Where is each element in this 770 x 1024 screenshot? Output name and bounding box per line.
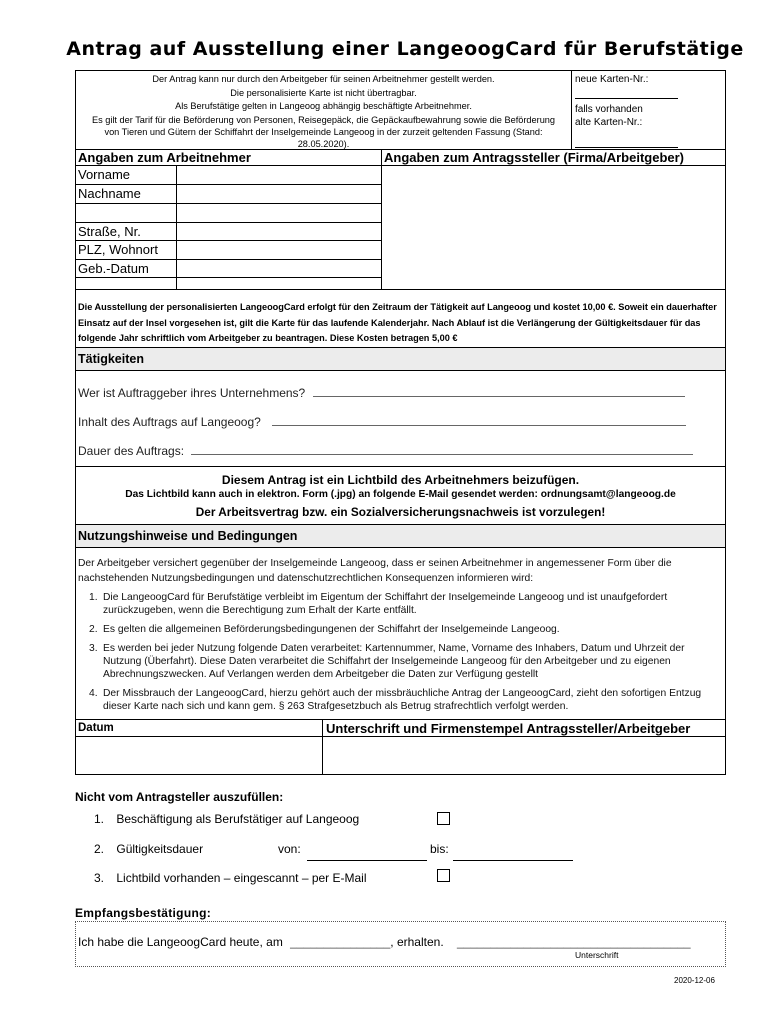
activities-heading: Tätigkeiten [78, 352, 144, 366]
question-duration-label: Dauer des Auftrags: [78, 444, 185, 458]
divider [75, 547, 726, 548]
terms-item-text: Die LangeoogCard für Berufstätige verbleibt im Eigentum der Schiffahrt der Inselgemeinde Langeoog und ist unaufgefordert zurückzugeben, wenn die Berechtigung zum Erhalt der Karte entfällt. [103, 592, 668, 616]
cost-notice: Die Ausstellung der personalisierten LangeoogCard erfolgt für den Zeitraum der Tätigkeit auf Langeoog und kostet 10,00 €. Soweit ein dauerhafter Einsatz auf der Insel vorgesehen ist, gilt die Karte für das laufende Kalenderjahr. Nach Ablauf ist die Verlängerung der Gültigkeitsdauer für das folgende Jahr schriftlich vom Arbeitgeber zu beantragen. Diese Kosten betragen 5,00 € [78, 302, 717, 343]
receipt-heading: Empfangsbestätigung: [75, 906, 212, 920]
intro-line: Es gilt der Tarif für die Beförderung von Personen, Reisegepäck, die Gepäckaufbewahrung sowie die Beförderung von Tieren und Gütern der Schiffahrt der Inselgemeinde Langeoog in der zurzeit geltenden Fassung (Stand: 28.05.2020). [91, 114, 556, 149]
terms-item [89, 624, 723, 637]
strasse-input[interactable] [177, 223, 380, 239]
validity-from-input[interactable] [307, 860, 427, 861]
question-content-label: Inhalt des Auftrags auf Langeoog? [78, 415, 261, 429]
intro-line: Als Berufstätige gelten in Langeoog abhängig beschäftigte Arbeitnehmer. [175, 101, 472, 111]
row-number: 3. [94, 871, 105, 885]
old-card-field[interactable] [575, 135, 678, 148]
divider [75, 466, 726, 467]
signature-input[interactable] [323, 737, 725, 774]
photo-email-notice: Das Lichtbild kann auch in elektron. Form (.jpg) an folgende E-Mail gesendet werden: ordnungsamt@langeoog.de [125, 489, 676, 500]
question-duration [78, 444, 693, 458]
question-content [78, 415, 686, 429]
receipt-signature-label: Unterschrift [575, 950, 619, 960]
receipt-text-after: , erhalten. [390, 935, 444, 949]
terms-item-number: 3. [89, 643, 98, 654]
applicant-input[interactable] [382, 166, 725, 288]
geb-label: Geb.-Datum [78, 261, 149, 276]
terms-heading: Nutzungshinweise und Bedingungen [78, 529, 298, 543]
divider [75, 277, 381, 278]
applicant-heading: Angaben zum Antragssteller (Firma/Arbeitgeber) [384, 150, 685, 165]
terms-item-text: Es werden bei jeder Nutzung folgende Daten verarbeitet: Kartennummer, Name, Vorname des Inhabers, Datum und Uhrzeit der Nutzung (Überfahrt). Diese Daten verarbeitet die Schiffahrt der Inselgemeinde Langeoog für den Arbeitgeber und zu eigenen Abrechnungszwecken. Auf Verlangen werden dem Arbeitgeber die Daten zur Verfügung gestellt [103, 643, 685, 680]
row-number: 1. [94, 812, 105, 826]
divider [571, 70, 572, 149]
validity-from-label: von: [278, 842, 301, 856]
nachname-input[interactable] [177, 185, 380, 202]
row-label: Beschäftigung als Berufstätiger auf Langeoog [116, 812, 360, 826]
geb-input[interactable] [177, 260, 380, 276]
question-duration-input[interactable] [191, 445, 693, 455]
internal-row-3 [94, 871, 367, 885]
divider [75, 370, 726, 371]
receipt-date-input[interactable]: _______________ [290, 935, 391, 949]
terms-item-number: 2. [89, 624, 98, 635]
internal-heading: Nicht vom Antragsteller auszufüllen: [75, 790, 284, 804]
terms-item-number: 1. [89, 592, 98, 603]
terms-item [89, 643, 723, 681]
divider [75, 289, 726, 290]
terms-item [89, 592, 723, 618]
divider [75, 203, 381, 204]
intro-line: Der Antrag kann nur durch den Arbeitgeber für seinen Arbeitnehmer gestellt werden. [152, 74, 495, 84]
divider [75, 719, 726, 720]
footer-date: 2020-12-06 [674, 976, 715, 985]
date-input[interactable] [76, 737, 321, 774]
date-label: Datum [78, 722, 114, 734]
old-card-label-1: falls vorhanden [575, 104, 643, 115]
photo-checkbox[interactable] [437, 869, 450, 882]
employee-heading: Angaben zum Arbeitnehmer [78, 150, 251, 165]
plz-label: PLZ, Wohnort [78, 242, 158, 257]
validity-to-input[interactable] [453, 860, 573, 861]
employment-checkbox[interactable] [437, 812, 450, 825]
new-card-label: neue Karten-Nr.: [575, 74, 649, 85]
intro-line: Die personalisierte Karte ist nicht übertragbar. [230, 87, 417, 98]
terms-item [89, 688, 723, 714]
row-number: 2. [94, 842, 105, 856]
nachname-label: Nachname [78, 186, 141, 201]
terms-intro: Der Arbeitgeber versichert gegenüber der Inselgemeinde Langeoog, dass er seinen Arbeitnehmer in angemessener Form über die nachstehenden Nutzungsbedingungen und datenschutzrechtlichen Konsequenzen informieren wird: [78, 558, 672, 584]
terms-item-text: Der Missbrauch der LangeoogCard, hierzu gehört auch der missbräuchliche Antrag der LangeoogCard, zieht den sofortigen Entzug dieser Karte nach sich und kann gem. § 263 Strafgesetzbuch als Betrug strafrechtlich verfolgt werden. [103, 688, 702, 712]
activities-header-bg [76, 348, 725, 370]
strasse-label: Straße, Nr. [78, 224, 141, 239]
vorname-input[interactable] [177, 166, 380, 183]
question-content-input[interactable] [272, 416, 686, 426]
row-label: Lichtbild vorhanden – eingescannt – per E-Mail [116, 871, 367, 885]
internal-row-1 [94, 812, 359, 826]
contract-notice: Der Arbeitsvertrag bzw. ein Sozialversicherungsnachweis ist vorzulegen! [195, 505, 606, 519]
receipt-text [78, 935, 691, 949]
row-label: Gültigkeitsdauer [116, 842, 204, 856]
photo-notice: Diesem Antrag ist ein Lichtbild des Arbeitnehmers beizufügen. [221, 473, 580, 487]
card-number-box [575, 73, 725, 152]
terms-item-number: 4. [89, 688, 98, 699]
intro-text [76, 73, 571, 150]
terms-item-text: Es gelten die allgemeinen Beförderungsbedingungenen der Schiffahrt der Inselgemeinde Langeoog. [103, 624, 560, 635]
old-card-label-2: alte Karten-Nr.: [575, 117, 643, 128]
receipt-text-before: Ich habe die LangeoogCard heute, am [78, 935, 283, 949]
vorname-label: Vorname [78, 167, 131, 182]
receipt-signature-input[interactable]: ___________________________________ [457, 935, 691, 949]
form-title: Antrag auf Ausstellung einer LangeoogCard für Berufstätige [66, 38, 744, 60]
new-card-field[interactable] [575, 86, 678, 99]
question-client-input[interactable] [313, 387, 685, 397]
question-client-label: Wer ist Auftraggeber ihres Unternehmens? [78, 386, 306, 400]
signature-label: Unterschrift und Firmenstempel Antragssteller/Arbeitgeber [326, 721, 691, 736]
question-client [78, 386, 685, 400]
validity-to-label: bis: [430, 842, 449, 856]
plz-input[interactable] [177, 241, 380, 258]
internal-row-2 [94, 842, 203, 856]
